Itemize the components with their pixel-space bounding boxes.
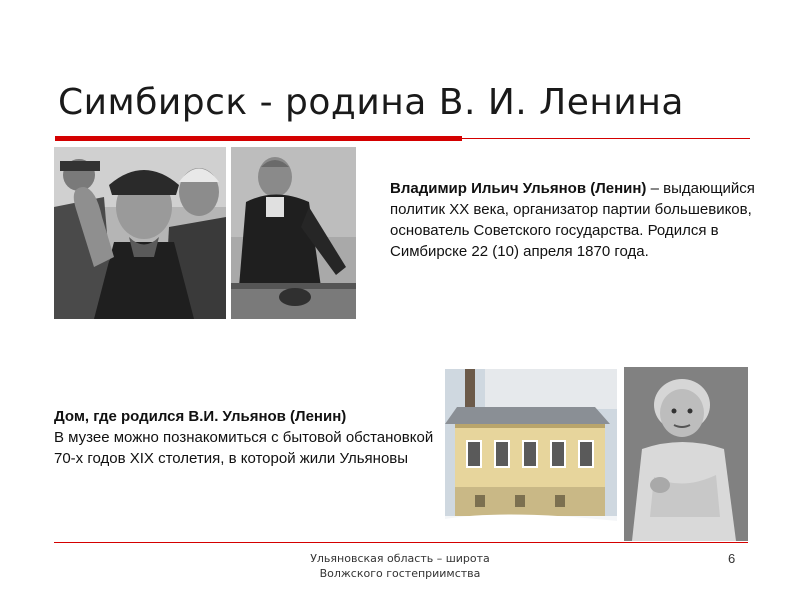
- ulyanov-house-photo: [445, 369, 617, 541]
- bio-dash: –: [646, 180, 664, 197]
- slide-footer: [250, 551, 550, 581]
- lenin-biography: [390, 178, 770, 262]
- child-lenin-photo: [624, 367, 748, 541]
- title-underline-thin: [462, 138, 750, 139]
- footer-line-1: Ульяновская область – широта: [310, 552, 490, 565]
- house-description: [54, 406, 434, 469]
- house-text: В музее можно познакомиться с бытовой обстановкой 70-х годов XIX столетия, в которой жили Ульяновы: [54, 429, 434, 467]
- house-heading: Дом, где родился В.И. Ульянов (Ленин): [54, 408, 347, 425]
- footer-line-2: Волжского гостеприимства: [319, 567, 481, 580]
- footer-divider: [54, 542, 748, 543]
- page-number: 6: [728, 551, 736, 566]
- bio-text: выдающийся политик XX века, организатор партии большевиков, основатель Советского государства. Родился в Симбирске 22 (10) апреля 1870 года.: [390, 180, 755, 260]
- title-underline-thick: [55, 136, 462, 141]
- bio-name: Владимир Ильич Ульянов (Ленин): [390, 180, 647, 197]
- lenin-speech-photo: [231, 147, 356, 319]
- lenin-group-photo: [54, 147, 226, 319]
- slide-title: Симбирск - родина В. И. Ленина: [58, 82, 684, 123]
